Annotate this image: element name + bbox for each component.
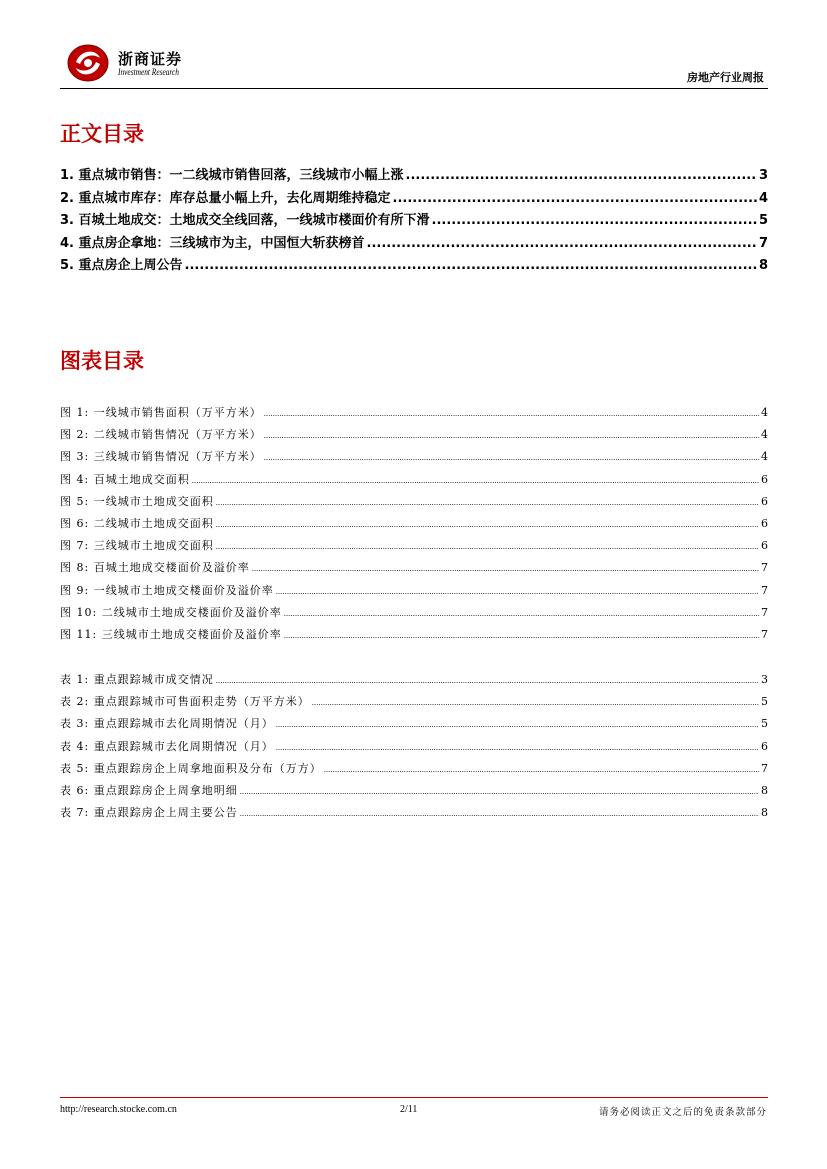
figure-entry-label[interactable]: 图 5: 一线城市土地成交面积 bbox=[60, 494, 214, 508]
table-entry[interactable] bbox=[60, 760, 768, 782]
figure-list bbox=[60, 404, 768, 648]
dot-leader bbox=[216, 539, 759, 552]
toc-entry[interactable] bbox=[60, 209, 768, 232]
toc-entry[interactable] bbox=[60, 164, 768, 187]
figure-entry-page[interactable]: 6 bbox=[761, 494, 768, 508]
logo-emblem-icon bbox=[66, 40, 112, 84]
figure-entry[interactable] bbox=[60, 515, 768, 537]
toc-entry-label[interactable]: 2. 重点城市库存：库存总量小幅上升，去化周期维持稳定 bbox=[60, 190, 391, 206]
toc-entry-page[interactable]: 8 bbox=[758, 258, 768, 273]
dot-leader bbox=[240, 806, 759, 819]
dot-leader bbox=[216, 495, 759, 508]
figure-entry[interactable] bbox=[60, 537, 768, 559]
table-entry-label[interactable]: 表 5: 重点跟踪房企上周拿地面积及分布（万方） bbox=[60, 761, 322, 775]
table-list bbox=[60, 671, 768, 826]
dot-leader bbox=[240, 784, 759, 797]
figure-entry-page[interactable]: 7 bbox=[761, 627, 768, 641]
table-entry[interactable] bbox=[60, 738, 768, 760]
footer-divider bbox=[60, 1097, 768, 1098]
dot-leader bbox=[393, 191, 757, 206]
figure-entry-page[interactable]: 4 bbox=[761, 428, 768, 442]
table-entry-page[interactable]: 5 bbox=[761, 695, 768, 709]
toc-entry-label[interactable]: 5. 重点房企上周公告 bbox=[60, 258, 183, 273]
dot-leader bbox=[185, 258, 757, 273]
toc-entry-label[interactable]: 1. 重点城市销售：一二线城市销售回落，三线城市小幅上涨 bbox=[60, 168, 404, 183]
dot-leader bbox=[367, 236, 757, 251]
toc-entry-page[interactable]: 4 bbox=[758, 190, 768, 206]
figure-entry[interactable] bbox=[60, 626, 768, 648]
table-entry-page[interactable]: 7 bbox=[761, 761, 768, 775]
toc-entry-page[interactable]: 5 bbox=[758, 213, 768, 228]
dot-leader bbox=[312, 695, 759, 708]
figure-entry[interactable] bbox=[60, 604, 768, 626]
table-entry-label[interactable]: 表 4: 重点跟踪城市去化周期情况（月） bbox=[60, 739, 274, 753]
figure-entry-page[interactable]: 4 bbox=[761, 450, 768, 464]
figure-entry-label[interactable]: 图 9: 一线城市土地成交楼面价及溢价率 bbox=[60, 583, 274, 597]
dot-leader bbox=[264, 450, 759, 463]
table-entry-page[interactable]: 8 bbox=[761, 783, 768, 797]
table-entry-label[interactable]: 表 1: 重点跟踪城市成交情况 bbox=[60, 673, 214, 686]
dot-leader bbox=[324, 762, 759, 775]
toc-entry-page[interactable]: 3 bbox=[758, 168, 768, 183]
table-entry-page[interactable]: 6 bbox=[761, 739, 768, 753]
table-entry[interactable] bbox=[60, 693, 768, 715]
table-entry-page[interactable]: 8 bbox=[761, 806, 768, 820]
figure-entry-label[interactable]: 图 6: 二线城市土地成交面积 bbox=[60, 516, 214, 530]
dot-leader bbox=[252, 561, 759, 574]
table-entry-label[interactable]: 表 7: 重点跟踪房企上周主要公告 bbox=[60, 806, 238, 820]
figure-entry-page[interactable]: 7 bbox=[761, 605, 768, 619]
figure-entry-page[interactable]: 4 bbox=[761, 406, 768, 419]
figure-entry-page[interactable]: 6 bbox=[761, 516, 768, 530]
toc-entry-label[interactable]: 3. 百城土地成交：土地成交全线回落，一线城市楼面价有所下滑 bbox=[60, 213, 430, 228]
table-entry[interactable] bbox=[60, 715, 768, 737]
dot-leader bbox=[406, 168, 757, 183]
figure-entry-label[interactable]: 图 4: 百城土地成交面积 bbox=[60, 472, 190, 486]
figure-entry[interactable] bbox=[60, 426, 768, 448]
dot-leader bbox=[264, 428, 759, 441]
figure-entry-label[interactable]: 图 10: 二线城市土地成交楼面价及溢价率 bbox=[60, 605, 282, 619]
figure-entry-label[interactable]: 图 8: 百城土地成交楼面价及溢价率 bbox=[60, 561, 250, 575]
figure-entry[interactable] bbox=[60, 471, 768, 493]
figure-entry-page[interactable]: 6 bbox=[761, 539, 768, 553]
toc-entry-page[interactable]: 7 bbox=[758, 235, 768, 251]
figure-entry-label[interactable]: 图 1: 一线城市销售面积（万平方米） bbox=[60, 406, 262, 419]
figure-entry[interactable] bbox=[60, 559, 768, 581]
table-entry[interactable] bbox=[60, 671, 768, 693]
logo-english-name: Investment Research bbox=[118, 67, 180, 77]
footer-page-number: 2/11 bbox=[400, 1104, 418, 1115]
table-entry-label[interactable]: 表 6: 重点跟踪房企上周拿地明细 bbox=[60, 783, 238, 797]
table-entry-label[interactable]: 表 2: 重点跟踪城市可售面积走势（万平方米） bbox=[60, 695, 310, 709]
dot-leader bbox=[192, 473, 759, 486]
dot-leader bbox=[284, 606, 759, 619]
figure-entry-label[interactable]: 图 7: 三线城市土地成交面积 bbox=[60, 539, 214, 553]
figure-entry-label[interactable]: 图 11: 三线城市土地成交楼面价及溢价率 bbox=[60, 627, 282, 641]
figure-entry-page[interactable]: 7 bbox=[761, 561, 768, 575]
figure-entry-label[interactable]: 图 2: 二线城市销售情况（万平方米） bbox=[60, 428, 262, 442]
footer-disclaimer: 请务必阅读正文之后的免责条款部分 bbox=[598, 1107, 767, 1118]
main-toc bbox=[60, 164, 768, 277]
table-entry-label[interactable]: 表 3: 重点跟踪城市去化周期情况（月） bbox=[60, 717, 274, 731]
dot-leader bbox=[432, 213, 757, 228]
dot-leader bbox=[276, 717, 759, 730]
figures-title: 图表目录 bbox=[60, 349, 144, 373]
dot-leader bbox=[276, 584, 759, 597]
table-entry[interactable] bbox=[60, 804, 768, 826]
figure-entry[interactable] bbox=[60, 493, 768, 515]
dot-leader bbox=[284, 628, 759, 641]
table-entry-page[interactable]: 3 bbox=[761, 673, 768, 686]
dot-leader bbox=[264, 406, 759, 419]
table-entry[interactable] bbox=[60, 782, 768, 804]
figure-entry-label[interactable]: 图 3: 三线城市销售情况（万平方米） bbox=[60, 450, 262, 464]
page-header bbox=[60, 38, 768, 88]
dot-leader bbox=[276, 740, 759, 753]
figure-entry[interactable] bbox=[60, 582, 768, 604]
figure-entry[interactable] bbox=[60, 448, 768, 470]
figure-entry[interactable] bbox=[60, 404, 768, 426]
dot-leader bbox=[216, 673, 759, 686]
company-logo bbox=[66, 40, 186, 84]
toc-entry[interactable] bbox=[60, 187, 768, 210]
figure-entry-page[interactable]: 7 bbox=[761, 583, 768, 597]
footer-url[interactable]: http://research.stocke.com.cn bbox=[60, 1104, 177, 1115]
dot-leader bbox=[216, 517, 759, 530]
toc-entry-label[interactable]: 4. 重点房企拿地：三线城市为主，中国恒大斩获榜首 bbox=[60, 235, 365, 251]
table-entry-page[interactable]: 5 bbox=[761, 717, 768, 731]
figure-entry-page[interactable]: 6 bbox=[761, 472, 768, 486]
toc-entry[interactable] bbox=[60, 232, 768, 255]
report-type: 房地产行业周报 bbox=[687, 71, 764, 84]
toc-title: 正文目录 bbox=[60, 122, 144, 146]
header-divider bbox=[60, 88, 768, 89]
logo-chinese-name: 浙商证券 bbox=[118, 50, 183, 68]
toc-entry[interactable] bbox=[60, 254, 768, 277]
